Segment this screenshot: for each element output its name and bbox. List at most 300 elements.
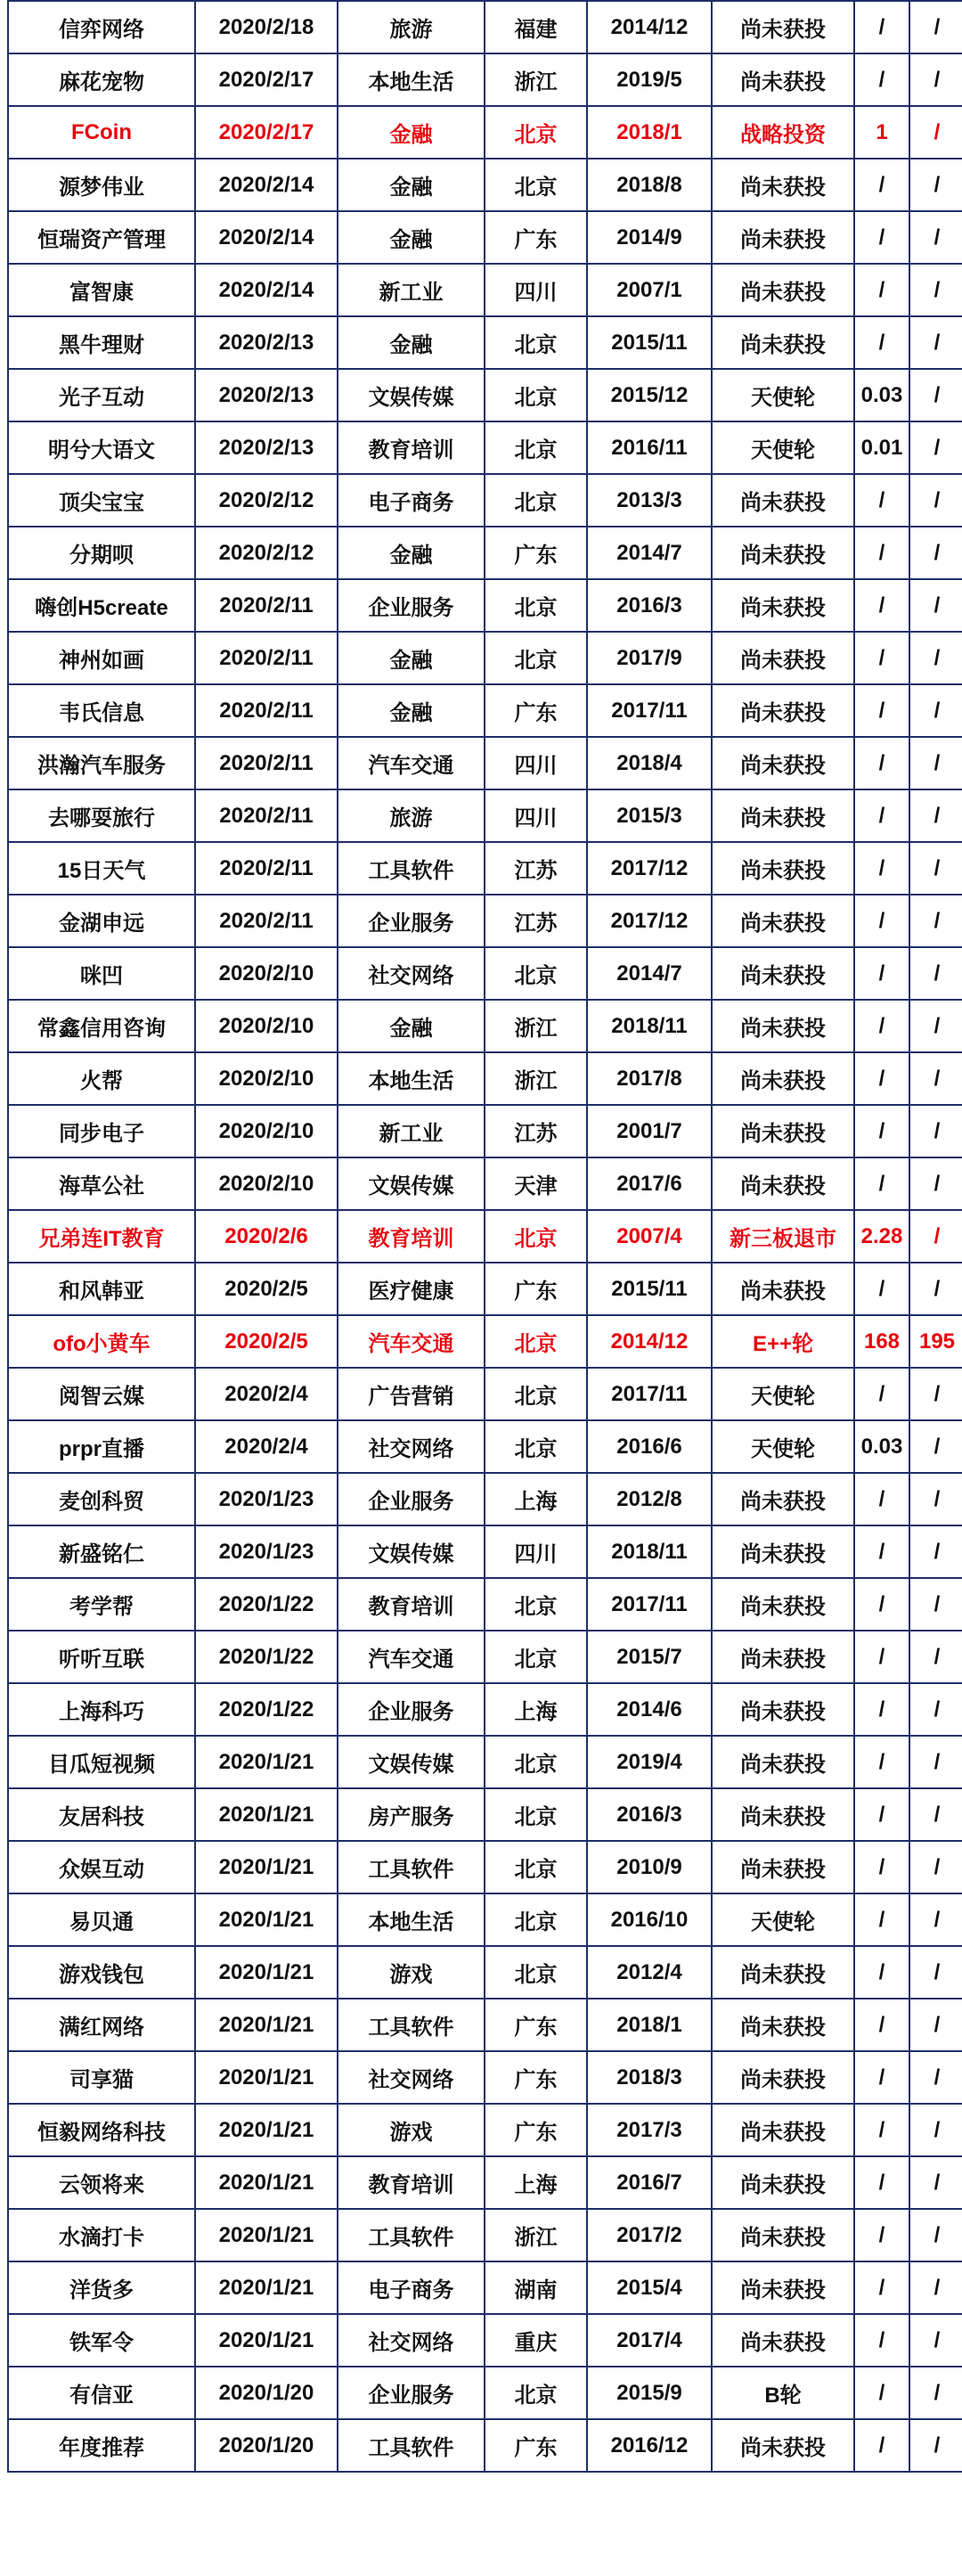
table-cell: / [909,2367,962,2419]
table-cell: 文娱传媒 [338,369,485,421]
table-cell: 2016/7 [587,2156,712,2209]
table-cell: 尚未获投 [712,1788,854,1841]
table-cell: 0.03 [854,1420,909,1473]
table-cell: 广东 [485,211,587,264]
table-cell: 企业服务 [338,895,485,947]
table-cell: 尚未获投 [712,2209,854,2261]
table-cell: 游戏钱包 [8,1946,195,1999]
table-cell: 战略投资 [712,106,854,159]
table-cell: / [854,895,909,947]
table-cell: 2017/9 [587,632,712,684]
table-cell: / [854,1052,909,1105]
table-cell: / [909,1578,962,1631]
table-cell: 社交网络 [338,2051,485,2104]
table-row [8,1368,962,1420]
table-cell: E++轮 [712,1315,854,1368]
table-cell: 2012/8 [587,1473,712,1525]
table-cell: 尚未获投 [712,684,854,737]
table-cell: FCoin [8,106,195,159]
table-cell: 听听互联 [8,1631,195,1683]
table-cell: / [909,1157,962,1210]
table-row [8,1210,962,1263]
table-cell: / [909,2051,962,2104]
table-cell: 江苏 [485,895,587,947]
table-cell: / [854,842,909,895]
table-cell: 2019/4 [587,1736,712,1788]
table-cell: / [854,2314,909,2367]
table-cell: 游戏 [338,1946,485,1999]
table-cell: 北京 [485,632,587,684]
table-cell: 2014/6 [587,1683,712,1736]
table-cell: 尚未获投 [712,1105,854,1157]
table-cell: 195 [909,1315,962,1368]
company-financing-table [7,0,962,2473]
table-cell: / [854,1631,909,1683]
table-cell: 广东 [485,2419,587,2472]
table-cell: / [854,211,909,264]
table-cell: 光子互动 [8,369,195,421]
table-cell: / [854,1841,909,1893]
table-cell: 北京 [485,1736,587,1788]
table-cell: / [909,2104,962,2156]
table-row [8,2419,962,2472]
table-row [8,737,962,789]
table-cell: 北京 [485,1578,587,1631]
table-cell: / [854,789,909,842]
table-cell: 工具软件 [338,2419,485,2472]
table-cell: 尚未获投 [712,895,854,947]
table-cell: / [909,211,962,264]
table-cell: 重庆 [485,2314,587,2367]
table-cell: 本地生活 [338,1052,485,1105]
table-row [8,474,962,527]
table-cell: 2018/11 [587,1000,712,1052]
table-cell: / [909,1631,962,1683]
table-row [8,1788,962,1841]
table-cell: / [909,1368,962,1420]
table-cell: 麻花宠物 [8,53,195,106]
table-cell: 文娱传媒 [338,1157,485,1210]
table-cell: 2018/4 [587,737,712,789]
table-cell: 本地生活 [338,53,485,106]
table-row [8,316,962,369]
table-cell: 北京 [485,1315,587,1368]
table-cell: 168 [854,1315,909,1368]
table-cell: prpr直播 [8,1420,195,1473]
table-row [8,1999,962,2051]
table-cell: / [909,106,962,159]
table-cell: 游戏 [338,2104,485,2156]
table-cell: 医疗健康 [338,1263,485,1315]
table-cell: 金融 [338,159,485,211]
table-cell: / [909,1420,962,1473]
table-cell: 广东 [485,1999,587,2051]
table-cell: 咪凹 [8,947,195,1000]
table-cell: 铁军令 [8,2314,195,2367]
table-cell: 北京 [485,947,587,1000]
table-cell: 2020/2/17 [195,106,338,159]
table-cell: 2017/11 [587,684,712,737]
table-cell: / [909,369,962,421]
table-cell: 尚未获投 [712,842,854,895]
table-cell: 明兮大语文 [8,421,195,474]
table-cell: 尚未获投 [712,789,854,842]
table-cell: 江苏 [485,842,587,895]
table-row [8,632,962,684]
table-cell: / [909,421,962,474]
table-cell: 2020/2/11 [195,895,338,947]
table-cell: 教育培训 [338,1210,485,1263]
table-cell: 2020/1/20 [195,2367,338,2419]
table-cell: / [854,264,909,316]
table-body [8,1,962,2472]
table-cell: 火帮 [8,1052,195,1105]
table-cell: / [909,632,962,684]
table-cell: / [854,1263,909,1315]
table-cell: 尚未获投 [712,1157,854,1210]
table-cell: 麦创科贸 [8,1473,195,1525]
table-cell: / [909,1841,962,1893]
table-cell: 福建 [485,1,587,53]
table-cell: 2020/2/12 [195,527,338,579]
table-row [8,1946,962,1999]
table-row [8,842,962,895]
table-cell: 水滴打卡 [8,2209,195,2261]
table-row [8,1893,962,1946]
table-cell: / [854,1578,909,1631]
table-cell: 浙江 [485,1052,587,1105]
table-cell: 2020/1/21 [195,1788,338,1841]
table-cell: 2020/2/18 [195,1,338,53]
table-cell: 湖南 [485,2261,587,2314]
table-cell: 电子商务 [338,2261,485,2314]
table-cell: 上海 [485,2156,587,2209]
table-cell: 汽车交通 [338,1631,485,1683]
table-cell: 旅游 [338,1,485,53]
table-row [8,1525,962,1578]
table-cell: 2018/11 [587,1525,712,1578]
table-cell: / [854,2419,909,2472]
table-cell: 2020/2/4 [195,1368,338,1420]
table-cell: 北京 [485,1946,587,1999]
table-cell: 2010/9 [587,1841,712,1893]
table-cell: 江苏 [485,1105,587,1157]
table-cell: 洪瀚汽车服务 [8,737,195,789]
table-cell: 2020/2/11 [195,579,338,632]
table-cell: 0.01 [854,421,909,474]
table-cell: / [854,2104,909,2156]
table-cell: 2017/12 [587,895,712,947]
table-cell: 2020/1/22 [195,1578,338,1631]
table-cell: 工具软件 [338,2209,485,2261]
table-cell: 尚未获投 [712,2314,854,2367]
table-cell: 2020/1/21 [195,1893,338,1946]
table-cell: 2020/2/10 [195,1105,338,1157]
table-cell: B轮 [712,2367,854,2419]
table-cell: 北京 [485,1631,587,1683]
table-cell: 天使轮 [712,1420,854,1473]
table-cell: 尚未获投 [712,1000,854,1052]
table-cell: 北京 [485,369,587,421]
table-cell: 北京 [485,1210,587,1263]
table-row [8,789,962,842]
table-cell: / [909,1000,962,1052]
table-cell: / [854,2261,909,2314]
table-cell: 2017/4 [587,2314,712,2367]
table-cell: 2016/3 [587,579,712,632]
table-cell: 企业服务 [338,2367,485,2419]
table-cell: 2016/11 [587,421,712,474]
table-cell: 广东 [485,2104,587,2156]
table-cell: 2017/11 [587,1368,712,1420]
table-cell: 新工业 [338,264,485,316]
table-cell: / [854,1473,909,1525]
table-cell: 2020/1/21 [195,2261,338,2314]
table-cell: / [909,2261,962,2314]
table-cell: / [909,1525,962,1578]
table-cell: 分期呗 [8,527,195,579]
table-cell: ofo小黄车 [8,1315,195,1368]
table-cell: / [909,1,962,53]
table-cell: 2017/6 [587,1157,712,1210]
table-cell: 2012/4 [587,1946,712,1999]
table-cell: / [854,527,909,579]
table-cell: 2016/3 [587,1788,712,1841]
table-cell: 尚未获投 [712,474,854,527]
table-cell: 2020/2/14 [195,211,338,264]
table-cell: 2020/2/13 [195,421,338,474]
table-cell: / [909,1893,962,1946]
table-cell: 2020/2/14 [195,264,338,316]
table-row [8,211,962,264]
table-row [8,2156,962,2209]
table-row [8,1578,962,1631]
table-row [8,2314,962,2367]
table-cell: 金融 [338,106,485,159]
table-cell: 2017/8 [587,1052,712,1105]
table-cell: 2001/7 [587,1105,712,1157]
table-cell: 2015/7 [587,1631,712,1683]
table-cell: 四川 [485,1525,587,1578]
table-cell: 文娱传媒 [338,1736,485,1788]
table-cell: 房产服务 [338,1788,485,1841]
table-cell: 天使轮 [712,1368,854,1420]
table-cell: / [909,1683,962,1736]
table-cell: 尚未获投 [712,1052,854,1105]
table-cell: 兄弟连IT教育 [8,1210,195,1263]
table-cell: 尚未获投 [712,632,854,684]
table-cell: 北京 [485,1893,587,1946]
table-cell: / [854,2156,909,2209]
table-cell: 2020/2/12 [195,474,338,527]
table-cell: 北京 [485,106,587,159]
table-cell: 2020/1/22 [195,1683,338,1736]
table-cell: 汽车交通 [338,1315,485,1368]
table-cell: / [909,1999,962,2051]
table-cell: 2020/2/14 [195,159,338,211]
table-cell: 尚未获投 [712,211,854,264]
table-row [8,1841,962,1893]
table-cell: 2020/2/10 [195,1052,338,1105]
table-cell: / [854,1105,909,1157]
table-cell: 云领将来 [8,2156,195,2209]
table-cell: 2018/1 [587,1999,712,2051]
table-cell: 嗨创H5create [8,579,195,632]
table-cell: 尚未获投 [712,316,854,369]
table-cell: / [909,316,962,369]
table-cell: 金融 [338,1000,485,1052]
table-cell: 2020/1/21 [195,1999,338,2051]
table-cell: 同步电子 [8,1105,195,1157]
table-cell: / [909,789,962,842]
table-cell: 2018/3 [587,2051,712,2104]
table-cell: / [909,53,962,106]
table-row [8,1052,962,1105]
table-cell: 2020/2/11 [195,632,338,684]
table-cell: 2018/8 [587,159,712,211]
table-cell: 2020/2/10 [195,1157,338,1210]
table-cell: 北京 [485,1368,587,1420]
table-cell: 2020/1/21 [195,1946,338,1999]
table-cell: / [854,737,909,789]
table-cell: 尚未获投 [712,2104,854,2156]
table-cell: 2017/12 [587,842,712,895]
table-cell: 北京 [485,159,587,211]
table-cell: 北京 [485,1788,587,1841]
table-cell: 金融 [338,684,485,737]
table-cell: 浙江 [485,2209,587,2261]
table-cell: 2017/11 [587,1578,712,1631]
table-row [8,684,962,737]
table-cell: 尚未获投 [712,264,854,316]
table-cell: 尚未获投 [712,1683,854,1736]
table-cell: 2020/2/13 [195,369,338,421]
table-cell: 2015/9 [587,2367,712,2419]
table-cell: 2017/2 [587,2209,712,2261]
table-cell: 广东 [485,1263,587,1315]
table-cell: 企业服务 [338,579,485,632]
table-cell: 2.28 [854,1210,909,1263]
table-cell: 工具软件 [338,1841,485,1893]
table-cell: 尚未获投 [712,527,854,579]
table-cell: 尚未获投 [712,2261,854,2314]
table-cell: 北京 [485,1420,587,1473]
table-cell: / [854,1788,909,1841]
table-row [8,106,962,159]
table-cell: / [909,1788,962,1841]
table-cell: / [854,579,909,632]
table-cell: 2020/1/21 [195,2051,338,2104]
table-cell: 15日天气 [8,842,195,895]
table-cell: / [854,2051,909,2104]
table-cell: 尚未获投 [712,2051,854,2104]
table-cell: / [909,579,962,632]
table-cell: 2020/2/10 [195,1000,338,1052]
table-cell: 2019/5 [587,53,712,106]
table-cell: / [854,1736,909,1788]
table-cell: 2013/3 [587,474,712,527]
table-cell: 2020/2/17 [195,53,338,106]
table-cell: 2014/7 [587,527,712,579]
table-cell: 金融 [338,632,485,684]
table-cell: 0.03 [854,369,909,421]
table-cell: / [854,1157,909,1210]
table-cell: 2015/4 [587,2261,712,2314]
table-cell: 尚未获投 [712,947,854,1000]
table-row [8,53,962,106]
table-cell: 金融 [338,527,485,579]
table-cell: 天津 [485,1157,587,1210]
table-cell: 尚未获投 [712,737,854,789]
table-cell: 社交网络 [338,2314,485,2367]
table-cell: 2020/2/10 [195,947,338,1000]
table-cell: / [854,2367,909,2419]
table-cell: 广东 [485,684,587,737]
table-cell: 北京 [485,421,587,474]
table-cell: / [909,1736,962,1788]
table-cell: 2020/2/11 [195,789,338,842]
table-cell: 尚未获投 [712,1999,854,2051]
table-cell: 汽车交通 [338,737,485,789]
table-cell: 2020/1/22 [195,1631,338,1683]
table-cell: 工具软件 [338,1999,485,2051]
table-cell: 2018/1 [587,106,712,159]
table-cell: 司享猫 [8,2051,195,2104]
table-cell: 2020/1/21 [195,2156,338,2209]
table-cell: / [909,159,962,211]
table-cell: 年度推荐 [8,2419,195,2472]
table-cell: 金融 [338,211,485,264]
table-cell: 2020/2/4 [195,1420,338,1473]
table-cell: 源梦伟业 [8,159,195,211]
table-cell: 社交网络 [338,947,485,1000]
table-cell: 2015/3 [587,789,712,842]
table-cell: 海草公社 [8,1157,195,1210]
table-cell: 教育培训 [338,1578,485,1631]
table-cell: / [854,1683,909,1736]
table-cell: 有信亚 [8,2367,195,2419]
table-cell: 2020/1/23 [195,1473,338,1525]
table-cell: 2020/2/11 [195,842,338,895]
table-cell: 新三板退市 [712,1210,854,1263]
table-cell: 目瓜短视频 [8,1736,195,1788]
table-cell: 广东 [485,2051,587,2104]
table-row [8,1473,962,1525]
table-cell: / [854,2209,909,2261]
table-cell: / [909,1946,962,1999]
table-cell: 北京 [485,474,587,527]
table-cell: 常鑫信用咨询 [8,1000,195,1052]
table-cell: 黑牛理财 [8,316,195,369]
table-row [8,1105,962,1157]
table-cell: 尚未获投 [712,1841,854,1893]
table-cell: 广东 [485,527,587,579]
table-cell: / [909,1052,962,1105]
table-cell: 2020/1/23 [195,1525,338,1578]
table-cell: 2020/1/21 [195,2314,338,2367]
table-cell: 教育培训 [338,2156,485,2209]
table-cell: / [854,1368,909,1420]
table-cell: 2020/2/11 [195,737,338,789]
table-cell: 2014/12 [587,1,712,53]
table-cell: 尚未获投 [712,2419,854,2472]
table-cell: 企业服务 [338,1683,485,1736]
table-cell: 上海科巧 [8,1683,195,1736]
table-cell: 满红网络 [8,1999,195,2051]
table-row [8,2104,962,2156]
table-cell: / [909,2156,962,2209]
table-cell: / [854,632,909,684]
